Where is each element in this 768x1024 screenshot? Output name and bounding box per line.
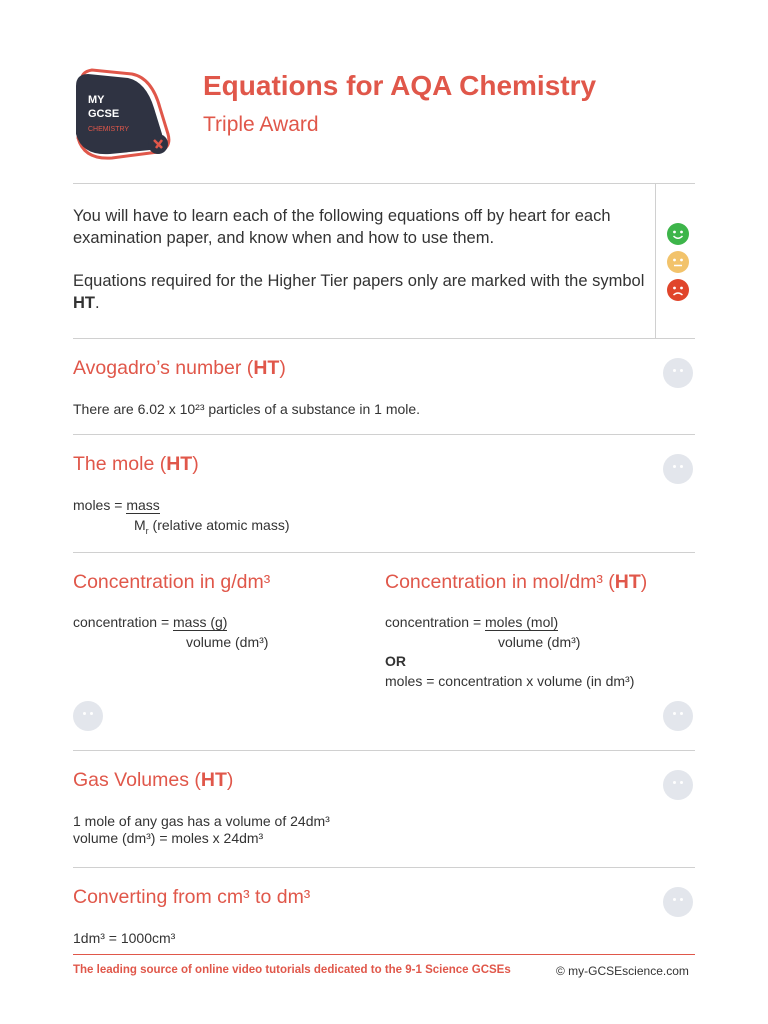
- or-label: OR: [385, 653, 406, 669]
- section-title-concentration-mol: Concentration in mol/dm³ (HT): [385, 571, 648, 593]
- section-title-avogadro: Avogadro’s number (HT): [73, 357, 286, 379]
- footer-tagline: The leading source of online video tutorials dedicated to the 9-1 Science GCSEs: [73, 964, 511, 976]
- section-title-gas-volumes: Gas Volumes (HT): [73, 769, 234, 791]
- divider: [73, 183, 695, 184]
- page-title: Equations for AQA Chemistry: [203, 70, 597, 101]
- rating-circle-icon[interactable]: [663, 701, 693, 731]
- footer-divider: [73, 954, 695, 955]
- rating-circle-icon[interactable]: [73, 701, 103, 731]
- rating-circle-icon[interactable]: [663, 770, 693, 800]
- mole-denominator: $M_r$ (relative atomic mass): [134, 517, 290, 536]
- conversion-text: 1dm³ = 1000cm³: [73, 930, 176, 946]
- mole-equation: moles = mass: [73, 497, 160, 513]
- divider: [73, 867, 695, 868]
- logo-icon: [72, 68, 178, 160]
- divider: [73, 434, 695, 435]
- gas-volume-line-1: 1 mole of any gas has a volume of 24dm³: [73, 813, 330, 829]
- divider: [73, 552, 695, 553]
- concentration-g-denominator: volume (dm³): [186, 634, 269, 650]
- intro-paragraph-1: You will have to learn each of the following equations off by heart for each examination paper, and know when and how to use them.: [73, 207, 611, 247]
- section-title-converting: Converting from cm³ to dm³: [73, 886, 311, 908]
- section-title-mole: The mole (HT): [73, 453, 199, 475]
- footer-site-link[interactable]: © my-GCSEscience.com: [556, 964, 689, 978]
- intro-paragraph-2: Equations required for the Higher Tier papers only are marked with the symbol HT.: [73, 272, 645, 312]
- happy-face-icon[interactable]: [667, 223, 689, 245]
- svg-text:CHEMISTRY: CHEMISTRY: [88, 126, 130, 133]
- moles-alt-equation: moles = concentration x volume (in dm³): [385, 673, 635, 689]
- divider: [73, 750, 695, 751]
- avogadro-text: There are 6.02 x 10²³ particles of a substance in 1 mole.: [73, 401, 421, 417]
- gas-volume-line-2: volume (dm³) = moles x 24dm³: [73, 830, 264, 846]
- logo: [72, 68, 178, 160]
- svg-text:MY: MY: [88, 94, 105, 106]
- sad-face-icon[interactable]: [667, 279, 689, 301]
- svg-text:GCSE: GCSE: [88, 108, 120, 120]
- section-title-concentration-g: Concentration in g/dm³: [73, 571, 271, 593]
- rating-circle-icon[interactable]: [663, 454, 693, 484]
- divider-vertical: [655, 183, 656, 338]
- concentration-mol-equation: concentration = moles (mol): [385, 614, 559, 630]
- page-subtitle: Triple Award: [203, 113, 319, 136]
- divider: [73, 338, 695, 339]
- rating-circle-icon[interactable]: [663, 358, 693, 388]
- concentration-mol-denominator: volume (dm³): [498, 634, 581, 650]
- rating-circle-icon[interactable]: [663, 887, 693, 917]
- neutral-face-icon[interactable]: [667, 251, 689, 273]
- concentration-g-equation: concentration = mass (g): [73, 614, 228, 630]
